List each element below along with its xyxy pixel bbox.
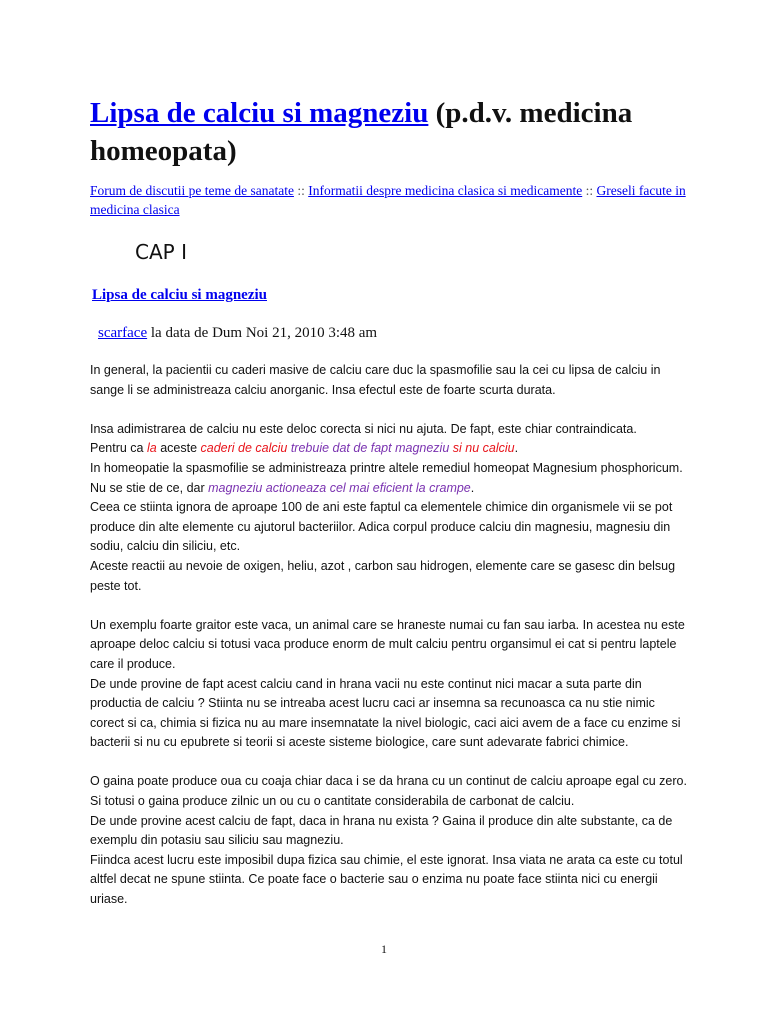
breadcrumb-errors-link[interactable]: Greseli facute in medicina clasica <box>90 183 686 217</box>
paragraph: In general, la pacientii cu caderi masive de calciu care duc la spasmofilie sau la cei cu lipsa de calciu in sange li se administreaza calciu anorganic. Insa efectul este de foarte scurta durata. <box>90 363 661 397</box>
highlight-text: si nu calciu <box>449 441 515 456</box>
breadcrumb-forum-link[interactable]: Forum de discutii pe teme de sanatate <box>90 183 294 198</box>
post-title <box>92 287 267 304</box>
paragraph: Aceste reactii au nevoie de oxigen, heliu, azot , carbon sau hidrogen, elemente care se gasesc din belsug peste tot. <box>90 558 676 593</box>
author-link[interactable]: scarface <box>98 325 148 341</box>
breadcrumb <box>90 181 690 219</box>
post-body <box>90 361 690 910</box>
paragraph: O gaina poate produce oua cu coaja chiar daca i se da hrana cu un continut de calciu aproape egal cu zero. Si totusi o gaina produce zilnic un ou cu o cantitate considerabila de carbonat de calciu. <box>90 774 687 809</box>
title-suffix: (p.d.v. medicina homeopata) <box>90 97 633 167</box>
paragraph: Insa adimistrarea de calciu nu este deloc corecta si nici nu ajuta. De fapt, este chiar contraindicata. <box>90 421 637 436</box>
highlight-text: trebuie dat de fapt magneziu <box>287 441 450 456</box>
chapter-heading: CAP I <box>135 240 187 264</box>
highlight-text: caderi de calciu <box>200 441 288 456</box>
paragraph: Pentru ca la aceste caderi de calciu trebuie dat de fapt magneziu si nu calciu. <box>90 441 519 456</box>
page-title <box>90 94 690 170</box>
highlight-text: la <box>146 441 157 456</box>
paragraph: In homeopatie la spasmofilie se administreaza printre altele remediul homeopat Magnesium phosphoricum. Nu se stie de ce, dar magneziu actioneaza cel mai eficient la crampe. <box>90 460 683 495</box>
highlight-text: magneziu actioneaza cel mai eficient la crampe <box>208 480 471 495</box>
post-date: la data de Dum Noi 21, 2010 3:48 am <box>150 325 378 341</box>
paragraph: Ceea ce stiinta ignora de aproape 100 de ani este faptul ca elementele chimice din organismele vii se pot produce din alte elemente cu ajutorul bacteriilor. Adica corpul produce calciu din magnesiu, magnesiu din sodiu, calciu din siliciu, etc. <box>90 500 673 554</box>
breadcrumb-info-link[interactable]: Informatii despre medicina clasica si medicamente <box>308 183 583 198</box>
paragraph: De unde provine acest calciu de fapt, daca in hrana nu exista ? Gaina il produce din alte substante, ca de exemplu din potasiu sau siliciu sau magneziu. <box>90 813 673 848</box>
paragraph: Fiindca acest lucru este imposibil dupa fizica sau chimie, el este ignorat. Insa viata ne arata ca este cu totul altfel decat ne spune stiinta. Ce poate face o bacterie sau o enzima nu poate face stiinta nici cu energii uriase. <box>90 852 683 907</box>
breadcrumb-separator: :: <box>585 183 594 198</box>
post-title-link[interactable]: Lipsa de calciu si magneziu <box>92 287 268 303</box>
post-meta <box>98 325 377 342</box>
paragraph: Un exemplu foarte graitor este vaca, un animal care se hraneste numai cu fan sau iarba. In acestea nu este aproape deloc calciu si totusi vaca produce enorm de mult calciu pentru organsimul ei cat si pentru laptele care il produce. <box>90 617 685 671</box>
title-link[interactable]: Lipsa de calciu si magneziu <box>90 97 429 129</box>
page-number: 1 <box>381 942 387 956</box>
breadcrumb-separator: :: <box>297 183 305 198</box>
paragraph: De unde provine de fapt acest calciu cand in hrana vacii nu este continut nici macar a suta parte din productia de calciu ? Stiinta nu se intreaba acest lucru caci ar insemna sa recunoasca ca nu stie nimic corect si ca, chimia si fizica nu au mare insemnatate la nivel biologic, caci aici avem de a face cu enzime si bacterii si nu cu epubrete si teorii si aceste sisteme biologice, care sunt adevarate fabrici chimice. <box>90 676 681 750</box>
